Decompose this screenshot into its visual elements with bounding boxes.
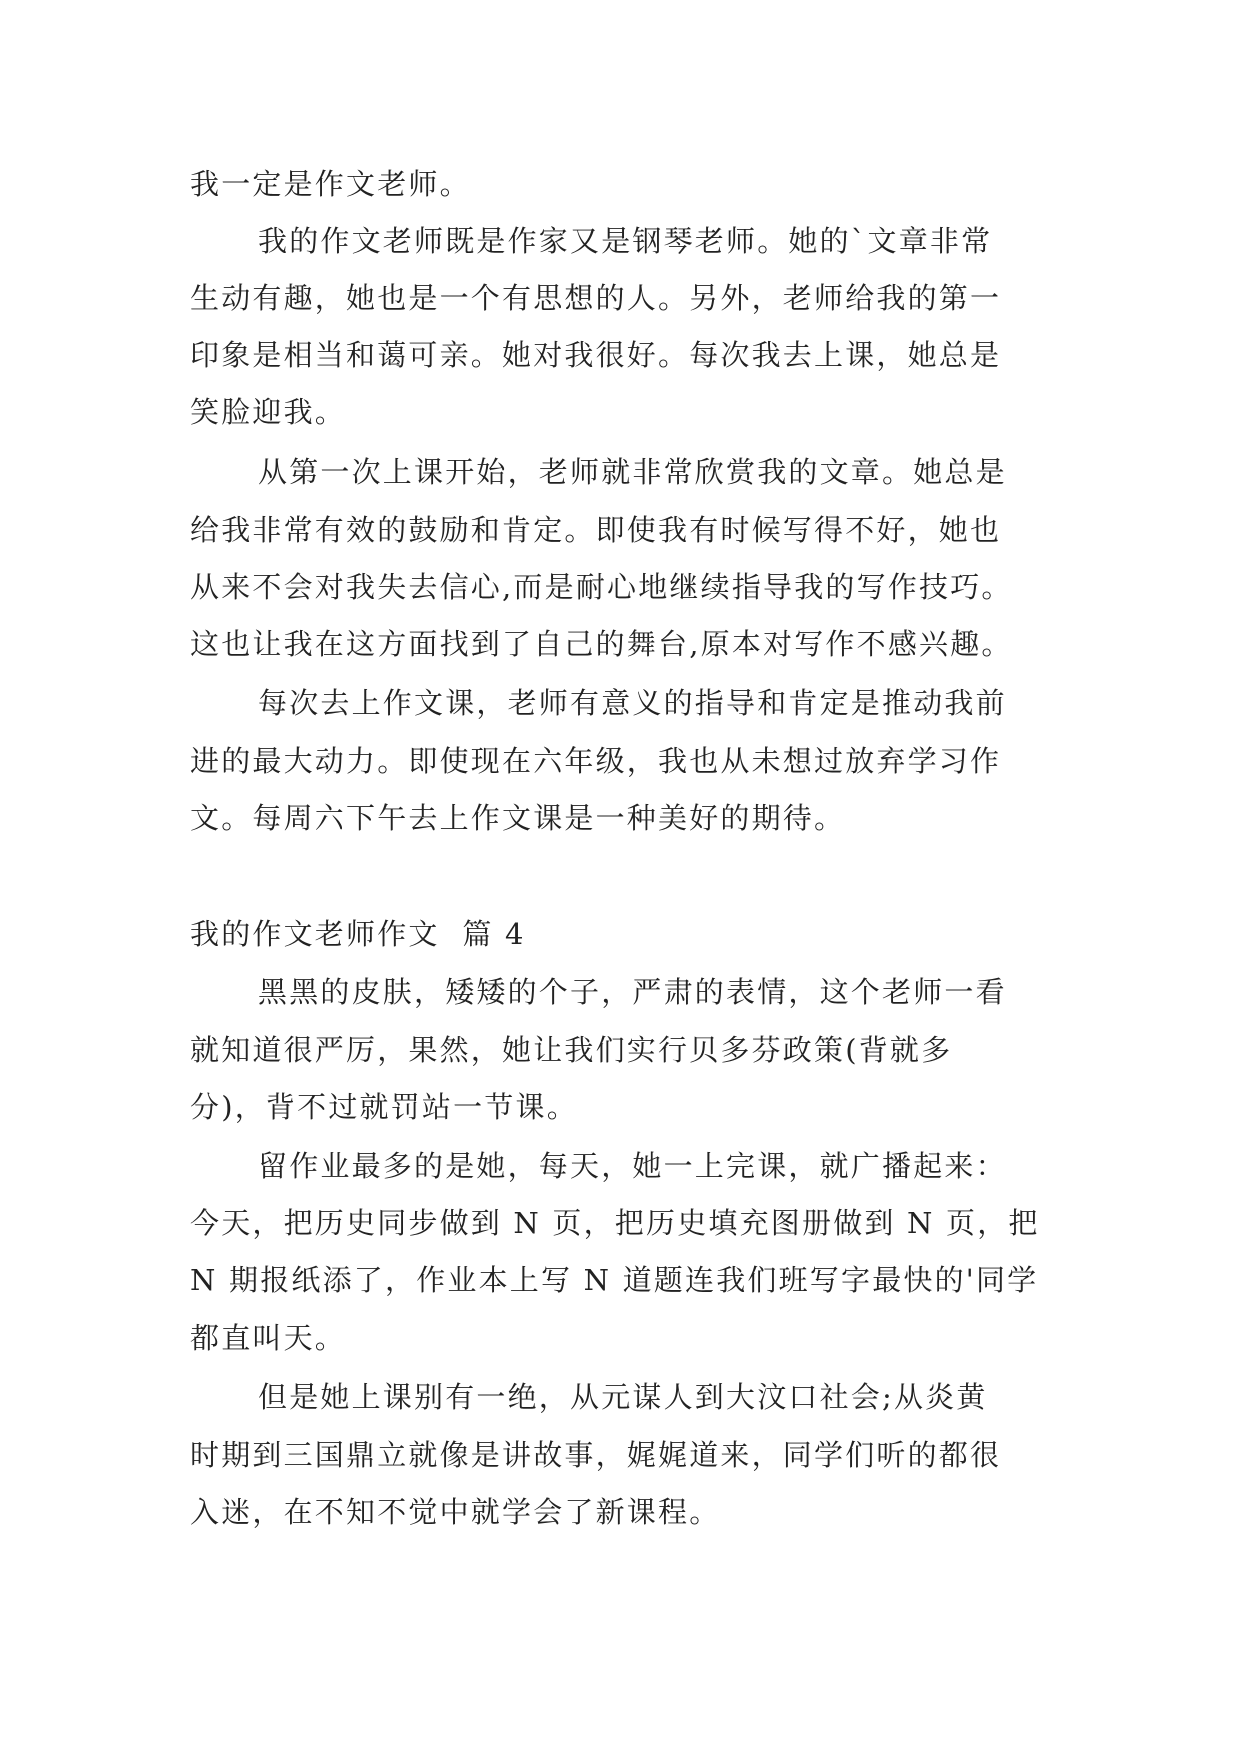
text-line: 从来不会对我失去信心,而是耐心地继续指导我的写作技巧。 [190, 570, 1013, 604]
text-line: 进的最大动力。即使现在六年级，我也从未想过放弃学习作 [190, 744, 1002, 778]
text-line: 都直叫天。 [190, 1321, 347, 1355]
text-line: 每次去上作文课，老师有意义的指导和肯定是推动我前 [258, 686, 1007, 720]
section-heading: 我的作文老师作文 篇 4 [190, 917, 526, 951]
text-line: 从第一次上课开始，老师就非常欣赏我的文章。她总是 [258, 455, 1007, 489]
text-line: 今天，把历史同步做到 N 页，把历史填充图册做到 N 页，把 [190, 1206, 1040, 1240]
text-line: 留作业最多的是她，每天，她一上完课，就广播起来： [258, 1149, 1007, 1183]
text-line: 分)，背不过就罚站一节课。 [190, 1090, 578, 1124]
text-line: 我一定是作文老师。 [190, 167, 471, 201]
text-line: N 期报纸添了，作业本上写 N 道题连我们班写字最快的'同学 [190, 1263, 1039, 1297]
text-line: 给我非常有效的鼓励和肯定。即使我有时候写得不好，她也 [190, 513, 1002, 547]
text-line: 时期到三国鼎立就像是讲故事，娓娓道来，同学们听的都很 [190, 1438, 1002, 1472]
text-line: 黑黑的皮肤，矮矮的个子，严肃的表情，这个老师一看 [258, 975, 1007, 1009]
text-line: 印象是相当和蔼可亲。她对我很好。每次我去上课，她总是 [190, 338, 1002, 372]
text-line: 但是她上课别有一绝，从元谋人到大汶口社会;从炎黄 [258, 1380, 988, 1414]
text-line: 生动有趣，她也是一个有思想的人。另外，老师给我的第一 [190, 281, 1002, 315]
text-line: 这也让我在这方面找到了自己的舞台,原本对写作不感兴趣。 [190, 627, 1013, 661]
text-line: 文。每周六下午去上作文课是一种美好的期待。 [190, 801, 846, 835]
text-line: 入迷，在不知不觉中就学会了新课程。 [190, 1495, 721, 1529]
text-line: 我的作文老师既是作家又是钢琴老师。她的`文章非常 [258, 224, 993, 258]
text-line: 笑脸迎我。 [190, 395, 347, 429]
text-line: 就知道很严厉，果然，她让我们实行贝多芬政策(背就多 [190, 1033, 953, 1067]
